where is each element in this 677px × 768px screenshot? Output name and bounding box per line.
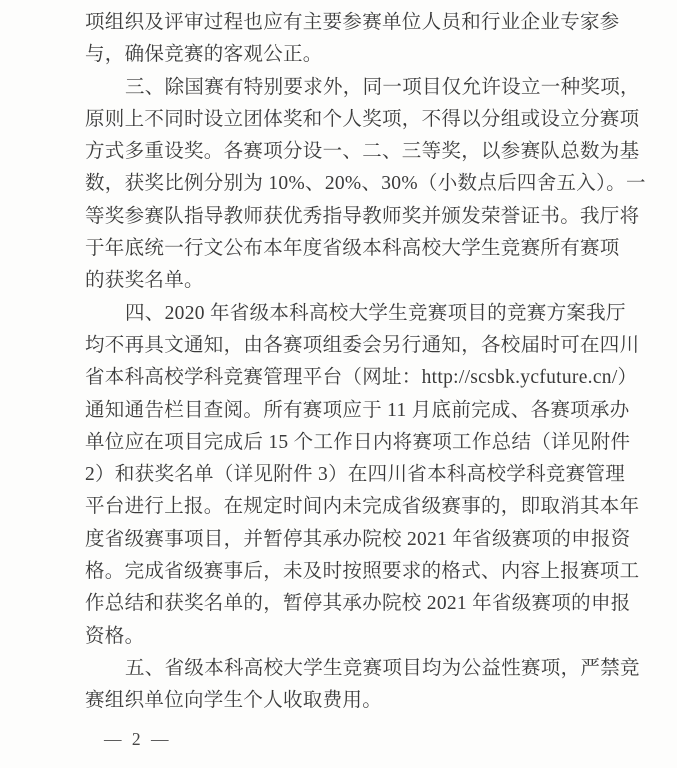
- text-line-section-5: 五、省级本科高校大学生竞赛项目均为公益性赛项，严禁竞: [125, 657, 640, 679]
- text-line: 格。完成省级赛事后，未及时按照要求的格式、内容上报赛项工: [85, 561, 640, 583]
- text-line-url: 省本科高校学科竞赛管理平台（网址：http://scsbk.ycfuture.cn/）: [85, 367, 638, 389]
- text-line: 等奖参赛队指导教师获优秀指导教师奖并颁发荣誉证书。我厅将: [85, 205, 640, 227]
- text-line: 数，获奖比例分别为 10%、20%、30%（小数点后四舍五入）。一: [85, 173, 646, 195]
- text-line: 度省级赛事项目，并暂停其承办院校 2021 年省级赛项的申报资: [85, 528, 631, 550]
- text-line-section-3: 三、除国赛有特别要求外，同一项目仅允许设立一种奖项，: [125, 76, 640, 98]
- text-line: 作总结和获奖名单的，暂停其承办院校 2021 年省级赛项的申报: [85, 593, 631, 615]
- page-number: — 2 —: [104, 729, 172, 749]
- document-body: [85, 7, 646, 718]
- text-line: 均不再具文通知，由各赛项组委会另行通知，各校届时可在四川: [85, 334, 640, 356]
- text-line: 平台进行上报。在规定时间内未完成省级赛事的，即取消其本年: [85, 496, 640, 518]
- text-line-section-4: 四、2020 年省级本科高校大学生竞赛项目的竞赛方案我厅: [125, 302, 626, 324]
- text-line: 原则上不同时设立团体奖和个人奖项，不得以分组或设立分赛项: [85, 108, 640, 130]
- text-line: 资格。: [85, 625, 145, 647]
- text-line: 方式多重设奖。各赛项分设一、二、三等奖，以参赛队总数为基: [85, 141, 640, 163]
- text-line: 与，确保竞赛的客观公正。: [85, 44, 323, 66]
- text-line: 赛组织单位向学生个人收取费用。: [85, 690, 383, 712]
- text-line: 单位应在项目完成后 15 个工作日内将赛项工作总结（详见附件: [85, 431, 631, 453]
- text-line: 通知通告栏目查阅。所有赛项应于 11 月底前完成、各赛项承办: [85, 399, 630, 421]
- text-line: 2）和获奖名单（详见附件 3）在四川省本科高校学科竞赛管理: [85, 464, 626, 486]
- text-line: 项组织及评审过程也应有主要参赛单位人员和行业企业专家参: [85, 12, 620, 33]
- text-line: 于年底统一行文公布本年度省级本科高校大学生竞赛所有赛项: [85, 238, 620, 260]
- text-line: 的获奖名单。: [85, 270, 204, 292]
